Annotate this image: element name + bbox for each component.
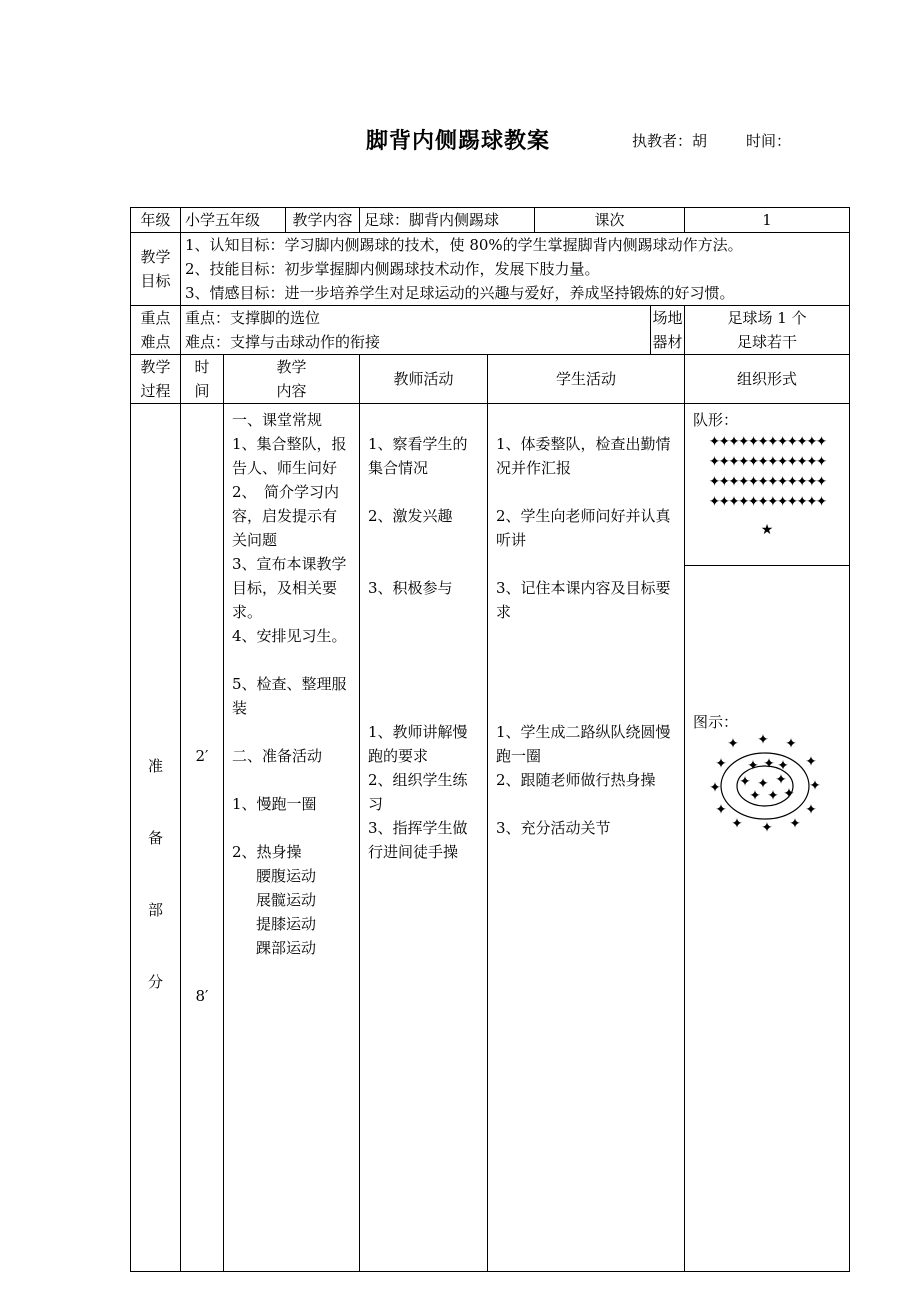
teacher-name: 执教者：胡: [632, 132, 708, 150]
svg-text:✦: ✦: [767, 788, 779, 804]
svg-text:✦: ✦: [709, 780, 721, 796]
lesson-plan-table: [130, 207, 850, 1272]
col-process: 教学 过程: [131, 355, 181, 404]
col-org: 组织形式: [685, 355, 850, 404]
formation-area: [685, 404, 849, 566]
svg-text:✦: ✦: [715, 802, 727, 818]
formation-row: ✦✦✦✦✦✦✦✦✦✦✦✦: [708, 474, 826, 490]
formation-row: ✦✦✦✦✦✦✦✦✦✦✦✦: [708, 434, 826, 450]
goals-row: [131, 233, 850, 306]
svg-text:✦: ✦: [749, 788, 761, 804]
teacher-star-icon: ★: [760, 522, 774, 538]
column-header-row: [131, 355, 850, 404]
goals-label: 教学 目标: [131, 233, 181, 306]
grade-value: [181, 208, 360, 233]
content-cell: [360, 208, 685, 233]
svg-text:✦: ✦: [739, 774, 751, 790]
keypoints-label: 重点 难点: [131, 306, 181, 355]
venue-label: 场地 器材: [650, 306, 684, 354]
col-time: 时 间: [181, 355, 224, 404]
goals-content: [181, 233, 850, 306]
lesson-label: 课次: [534, 208, 684, 232]
grade-label: 年级: [131, 208, 181, 233]
org-cell: [685, 404, 850, 1272]
goal-item: 1、认知目标：学习脚内侧踢球的技术，使 80%的学生掌握脚背内侧踢球动作方法。: [185, 236, 743, 254]
keypoints-cell: [181, 306, 685, 355]
venue-value: 足球场 1 个 足球若干: [685, 306, 850, 355]
keypoints-row: [131, 306, 850, 355]
svg-text:✦: ✦: [747, 758, 759, 774]
running-circle-diagram: [707, 734, 827, 834]
svg-text:✦: ✦: [757, 734, 769, 748]
time-1: 2′: [195, 747, 209, 765]
svg-text:✦: ✦: [731, 816, 743, 832]
section-name: 准 备 部 分: [131, 404, 181, 1272]
info-row: [131, 208, 850, 233]
svg-text:✦: ✦: [757, 776, 769, 792]
teacher-activity: 1、察看学生的集合情况 2、激发兴趣 3、积极参与 1、教师讲解慢跑的要求 2、组织学生练习 3、指挥学生做行进间徒手操: [360, 404, 488, 1272]
content-sub-text: 腰腹运动 展髋运动 提膝运动 踝部运动: [256, 867, 317, 957]
svg-text:✦: ✦: [805, 754, 817, 770]
content-value: 足球：脚背内侧踢球: [359, 208, 534, 232]
key-point: 重点：支撑脚的选位: [185, 309, 321, 327]
page-title: 脚背内侧踢球教案: [366, 128, 551, 154]
formation-label: 队形：: [693, 411, 739, 429]
col-student: 学生活动: [488, 355, 685, 404]
svg-text:✦: ✦: [785, 736, 797, 752]
difficulty-point: 难点：支撑与击球动作的衔接: [185, 333, 381, 351]
svg-text:✦: ✦: [783, 786, 795, 802]
svg-text:✦: ✦: [761, 820, 773, 834]
lesson-value: 1: [685, 208, 850, 233]
content-text: 一、课堂常规 1、集合整队，报告人、师生问好 2、 简介学习内容，启发提示有关问题 3、宣布本课教学目标，及相关要求。 4、安排见习生。 5、检查、整理服装 二、准备活动 1、慢跑一圈 2、热身操: [232, 411, 347, 861]
content-label: 教学内容: [285, 208, 359, 232]
svg-text:✦: ✦: [727, 736, 739, 752]
col-teacher: 教师活动: [360, 355, 488, 404]
goal-item: 3、情感目标：进一步培养学生对足球运动的兴趣与爱好，养成坚持锻炼的好习惯。: [185, 284, 735, 302]
svg-text:✦: ✦: [775, 772, 787, 788]
svg-text:✦: ✦: [789, 816, 801, 832]
time-cell: [181, 404, 224, 1272]
svg-text:✦: ✦: [809, 778, 821, 794]
diagram-area: [685, 566, 849, 845]
svg-text:✦: ✦: [715, 756, 727, 772]
svg-text:✦: ✦: [805, 802, 817, 818]
svg-text:✦: ✦: [763, 756, 775, 772]
formation-row: ✦✦✦✦✦✦✦✦✦✦✦✦: [708, 494, 826, 510]
svg-text:✦: ✦: [777, 758, 789, 774]
formation-row: ✦✦✦✦✦✦✦✦✦✦✦✦: [708, 454, 826, 470]
grade-text: 小学五年级: [185, 211, 261, 229]
preparation-section-row: [131, 404, 850, 1272]
diagram-label: 图示：: [693, 713, 739, 731]
col-content: 教学 内容: [224, 355, 360, 404]
time-label: 时间：: [746, 132, 792, 150]
goal-item: 2、技能目标：初步掌握脚内侧踢球技术动作，发展下肢力量。: [185, 260, 600, 278]
content-cell: [224, 404, 360, 1272]
student-activity: 1、体委整队，检查出勤情况并作汇报 2、学生向老师问好并认真听讲 3、记住本课内容及目标要求 1、学生成二路纵队绕圆慢跑一圈 2、跟随老师做行热身操 3、充分活动关节: [488, 404, 685, 1272]
time-2: 8′: [195, 987, 209, 1005]
